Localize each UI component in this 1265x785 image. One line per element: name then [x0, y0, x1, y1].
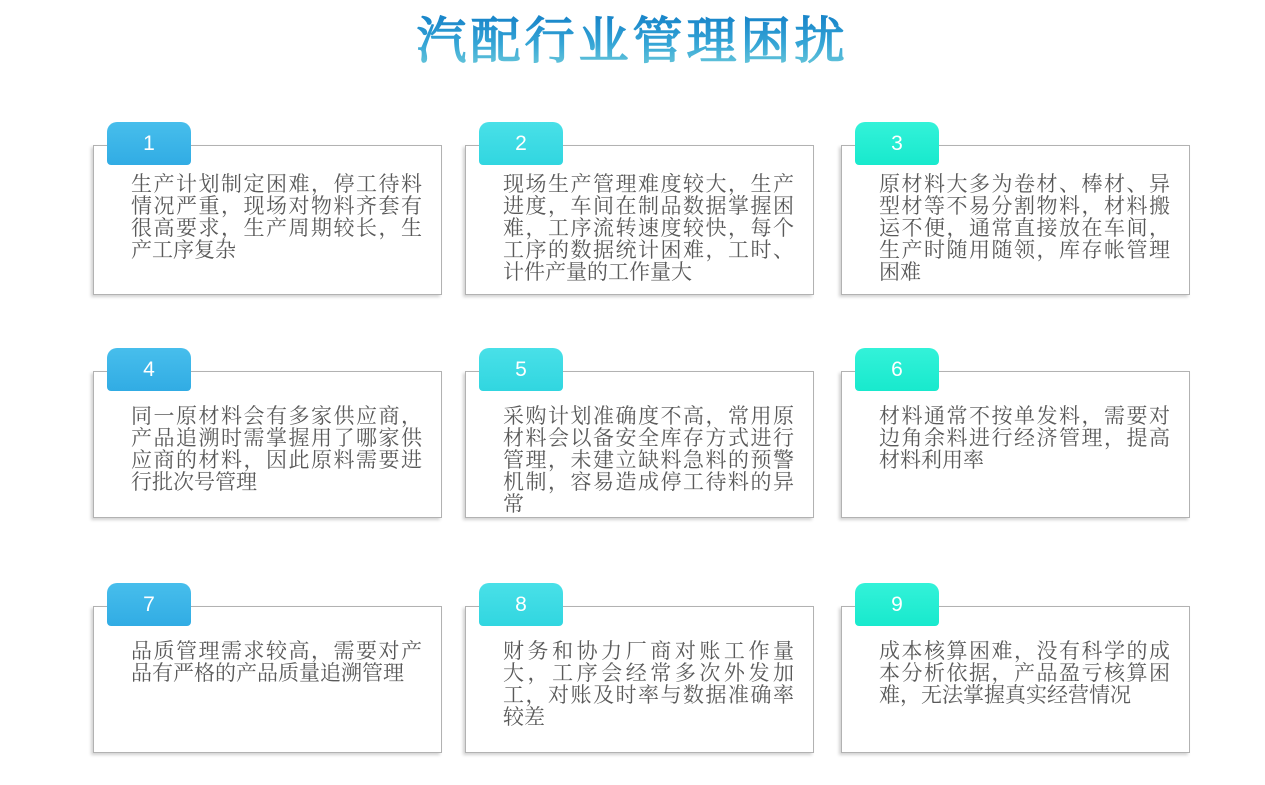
title-container	[0, 14, 1265, 69]
page-title: 汽配行业管理困扰	[416, 13, 849, 69]
card-text: 现场生产管理难度较大，生产进度，车间在制品数据掌握困难，工序流转速度较快，每个工序的数据统计困难，工时、计件产量的工作量大	[503, 173, 794, 284]
card-body	[465, 606, 814, 753]
card-number-badge: 9	[855, 583, 939, 626]
card-8	[465, 583, 814, 753]
card-number-badge: 3	[855, 122, 939, 165]
card-body	[841, 606, 1190, 753]
card-3	[841, 122, 1190, 295]
card-text: 采购计划准确度不高，常用原材料会以备安全库存方式进行管理，未建立缺料急料的预警机制，容易造成停工待料的异常	[503, 405, 794, 516]
card-body	[841, 371, 1190, 518]
card-text: 品质管理需求较高，需要对产品有严格的产品质量追溯管理	[131, 640, 422, 685]
card-body	[93, 371, 442, 518]
card-number-badge: 6	[855, 348, 939, 391]
card-text: 财务和协力厂商对账工作量大，工序会经常多次外发加工，对账及时率与数据准确率较差	[503, 640, 794, 729]
card-text: 成本核算困难，没有科学的成本分析依据，产品盈亏核算困难，无法掌握真实经营情况	[879, 640, 1170, 707]
card-1	[93, 122, 442, 295]
card-6	[841, 348, 1190, 518]
card-body	[841, 145, 1190, 295]
card-body	[93, 606, 442, 753]
card-number-badge: 7	[107, 583, 191, 626]
card-text: 同一原材料会有多家供应商，产品追溯时需掌握用了哪家供应商的材料，因此原料需要进行批次号管理	[131, 405, 422, 494]
card-number-badge: 1	[107, 122, 191, 165]
card-5	[465, 348, 814, 518]
card-text: 生产计划制定困难，停工待料情况严重，现场对物料齐套有很高要求，生产周期较长，生产工序复杂	[131, 173, 422, 262]
card-4	[93, 348, 442, 518]
card-2	[465, 122, 814, 295]
card-body	[93, 145, 442, 295]
card-number-badge: 5	[479, 348, 563, 391]
card-text: 材料通常不按单发料，需要对边角余料进行经济管理，提高材料利用率	[879, 405, 1170, 472]
card-number-badge: 4	[107, 348, 191, 391]
card-number-badge: 8	[479, 583, 563, 626]
card-7	[93, 583, 442, 753]
card-number-badge: 2	[479, 122, 563, 165]
card-body	[465, 145, 814, 295]
card-text: 原材料大多为卷材、棒材、异型材等不易分割物料，材料搬运不便，通常直接放在车间，生产时随用随领，库存帐管理困难	[879, 173, 1170, 284]
card-body	[465, 371, 814, 518]
card-9	[841, 583, 1190, 753]
